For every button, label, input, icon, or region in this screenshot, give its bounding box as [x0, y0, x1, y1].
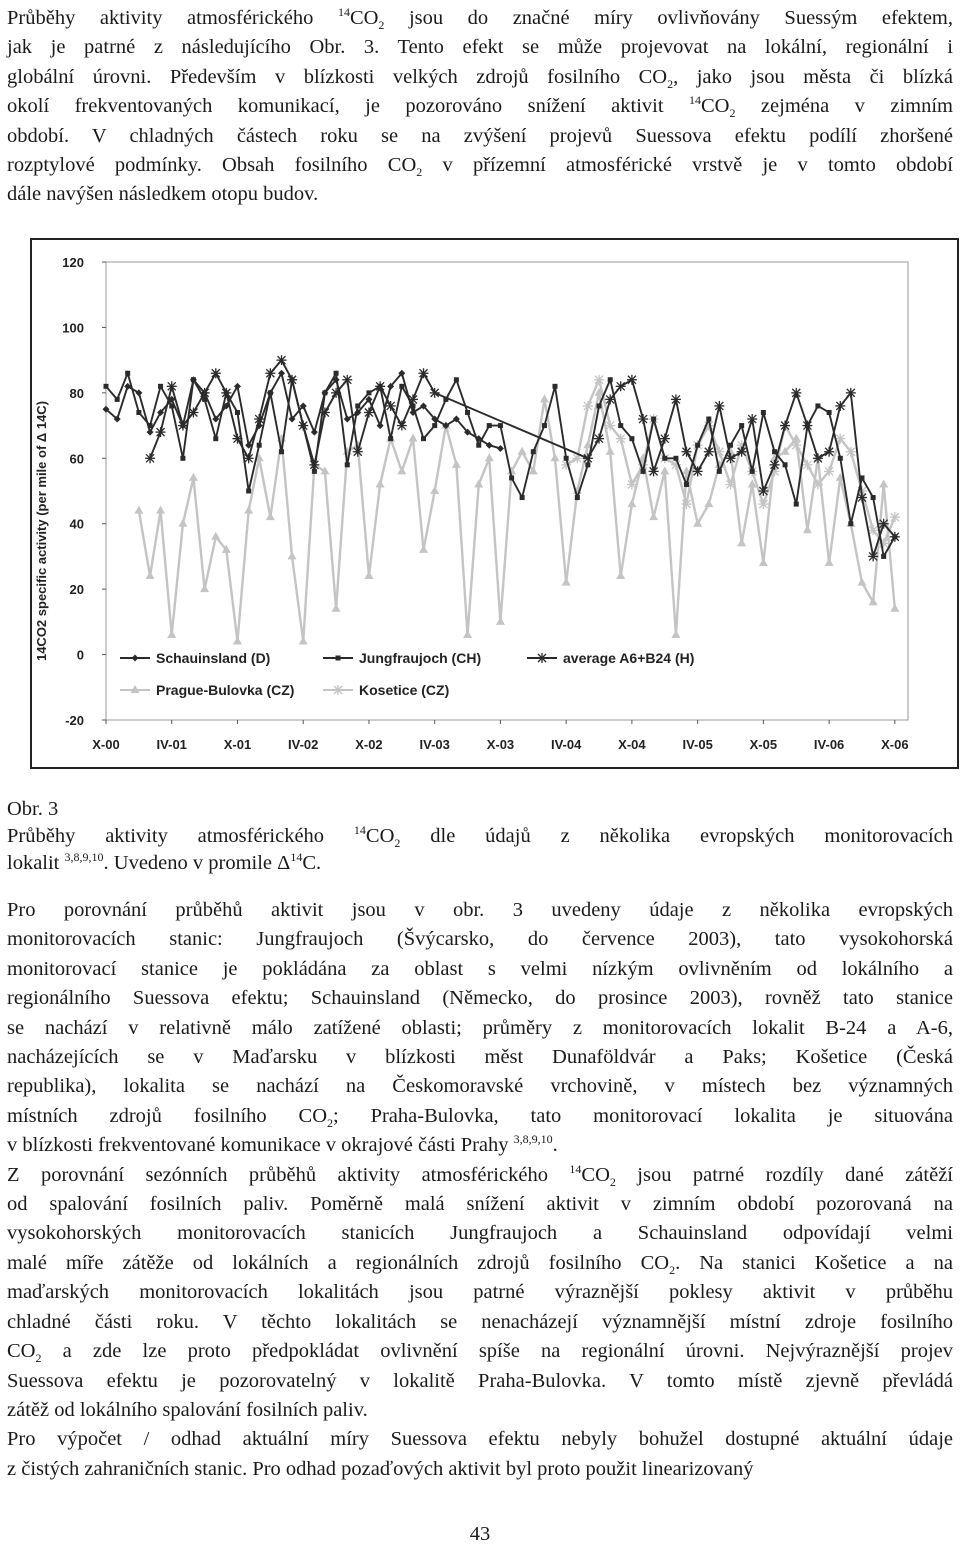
line-pre: rozptylové podmínky. Obsah fosilního CO	[7, 154, 417, 177]
data-point	[562, 578, 571, 586]
series-line	[139, 393, 895, 642]
line-pre: nacházejících se v Maďarsku v blízkosti měst Dunaföldvár a Paks; Košetice (Česká	[7, 1046, 953, 1069]
data-point	[211, 368, 221, 378]
data-point	[232, 434, 242, 444]
line-sup: 14	[569, 1161, 582, 1176]
data-point	[364, 571, 373, 579]
data-point	[803, 525, 812, 533]
figure-caption-line-1: Průběhy aktivity atmosférického $^{14}CO_2$ dle údajů z několika evropských monitorovacích	[7, 823, 953, 851]
data-point	[277, 355, 287, 365]
data-point	[605, 421, 615, 431]
legend-marker	[132, 655, 139, 662]
data-point	[104, 384, 109, 389]
y-axis-label: 14CO2 specific activity (per mile of Δ 14C)	[34, 400, 49, 662]
data-point	[759, 558, 768, 566]
data-point	[641, 469, 646, 474]
data-point	[881, 554, 886, 559]
data-point	[432, 423, 437, 428]
data-point	[868, 551, 878, 561]
data-point	[266, 512, 275, 520]
line-pre: se nachází v relativně málo zatížené oblasti; průměry z monitorovacích lokalit B-24 a A-6,	[7, 1016, 953, 1039]
y-tick-label: 40	[69, 516, 84, 532]
line-sub: 2	[416, 165, 423, 180]
data-point	[298, 421, 308, 431]
page-number: 43	[469, 1523, 491, 1545]
data-point	[794, 502, 799, 507]
data-point	[244, 453, 254, 463]
line-mid: CO	[581, 1163, 610, 1186]
data-point	[320, 407, 330, 417]
data-point	[608, 377, 613, 382]
data-point	[770, 460, 780, 470]
data-point	[452, 460, 461, 468]
data-point	[871, 495, 876, 500]
data-point	[564, 456, 569, 461]
line-post: .	[552, 1134, 558, 1157]
text-line	[7, 1396, 953, 1425]
data-point	[496, 617, 505, 625]
data-point	[616, 434, 626, 444]
data-point	[662, 456, 667, 461]
data-point	[825, 558, 834, 566]
data-point	[750, 469, 755, 474]
data-point	[115, 397, 120, 402]
data-point	[606, 447, 615, 455]
data-point	[772, 449, 777, 454]
data-point	[704, 447, 714, 457]
text-line	[7, 1308, 953, 1337]
comparison-paragraph	[7, 896, 953, 1484]
text-line	[7, 1131, 953, 1160]
data-point	[758, 486, 768, 496]
data-point	[739, 423, 744, 428]
data-point	[827, 410, 832, 415]
data-point	[366, 390, 371, 395]
data-point	[134, 506, 143, 514]
text-line	[7, 1102, 953, 1131]
data-point	[597, 403, 602, 408]
line-pre: Pro výpočet / odhad aktuální míry Suessova efektu nebyly bohužel dostupné aktuální údaje	[7, 1428, 953, 1451]
data-point	[145, 453, 155, 463]
text-line	[7, 151, 953, 180]
data-point	[331, 388, 341, 398]
data-point	[364, 407, 374, 417]
line-pre: republika), lokalita se nachází na Českomoravské vrchovině, v místech bez významných	[7, 1075, 953, 1098]
data-point	[375, 381, 385, 391]
line-pre: dále navýšen následkem otopu budov.	[7, 183, 319, 206]
data-point	[430, 388, 440, 398]
data-point	[695, 443, 700, 448]
data-point	[518, 447, 527, 455]
y-tick-label: -20	[65, 713, 84, 728]
data-point	[167, 381, 177, 391]
data-point	[552, 384, 557, 389]
data-point	[178, 519, 187, 527]
data-point	[246, 489, 251, 494]
data-point	[605, 394, 615, 404]
text-line	[7, 955, 953, 984]
data-point	[353, 447, 363, 457]
line-pre: jak je patrné z následujícího Obr. 3. Tento efekt se může projevovat na lokální, regionální i	[7, 36, 953, 59]
data-point	[671, 394, 681, 404]
data-point	[627, 375, 637, 385]
data-point	[476, 443, 481, 448]
legend-marker	[336, 656, 341, 661]
data-point	[706, 417, 711, 422]
line-pre: chladné části roku. V těchto lokalitách se nenacházejí významnější místní zdroje fosilního	[7, 1310, 953, 1333]
x-tick-label: X-00	[92, 737, 120, 752]
data-point	[780, 421, 790, 431]
text-line	[7, 1455, 953, 1484]
data-point	[824, 447, 834, 457]
data-point	[629, 436, 634, 441]
data-point	[824, 466, 834, 476]
legend-label: Schauinsland (D)	[156, 650, 271, 666]
data-point	[188, 407, 198, 417]
text-line	[7, 1190, 953, 1219]
text-line	[7, 122, 953, 151]
x-tick-label: X-03	[486, 737, 515, 752]
text-line	[7, 925, 953, 954]
line-post: ; Praha-Bulovka, tato monitorovací lokalita je situována	[333, 1104, 953, 1127]
data-point	[485, 453, 494, 461]
text-line	[7, 1337, 953, 1366]
y-tick-label: 0	[76, 647, 84, 663]
legend-marker	[537, 653, 547, 663]
data-point	[531, 449, 536, 454]
figure-caption-label: Obr. 3	[7, 798, 59, 820]
data-point	[649, 512, 658, 520]
legend-label: Jungfraujoch (CH)	[359, 650, 482, 666]
line-pre: Z porovnání sezónních průběhů aktivity atmosférického	[7, 1163, 570, 1186]
data-point	[474, 479, 483, 487]
line-mid: CO	[349, 7, 379, 29]
data-point	[815, 403, 820, 408]
line-sub: 2	[667, 76, 674, 91]
data-point	[879, 479, 888, 487]
x-tick-label: IV-02	[288, 737, 319, 752]
data-point	[681, 447, 691, 457]
data-point	[704, 499, 713, 507]
line-sub: 2	[327, 1115, 333, 1130]
line-post: . Na stanici Košetice a na	[675, 1251, 953, 1274]
data-point	[846, 447, 856, 457]
text-line	[7, 1249, 953, 1278]
data-point	[288, 551, 297, 559]
data-point	[388, 436, 393, 441]
line-pre: regionálního Suessova efektu; Schauinsland (Německo, do prosince 2003), rovněž tato stanice	[7, 987, 953, 1010]
data-point	[714, 401, 724, 411]
text-line	[7, 1161, 953, 1190]
text-line	[7, 1367, 953, 1396]
data-point	[200, 388, 210, 398]
data-point	[463, 630, 472, 638]
data-point	[178, 421, 188, 431]
line-pre: Průběhy aktivity atmosférického	[7, 7, 338, 29]
x-tick-label: X-02	[355, 737, 383, 752]
data-point	[158, 384, 163, 389]
y-tick-label: 100	[62, 320, 84, 336]
line-post: jsou patrné rozdíly dané zátěží	[615, 1163, 953, 1186]
data-point	[660, 466, 669, 474]
data-point	[265, 368, 275, 378]
data-point	[408, 394, 418, 404]
line-pre: místních zdrojů fosilního CO	[7, 1104, 327, 1127]
text-line	[7, 63, 953, 92]
data-point	[627, 499, 636, 507]
text-line	[7, 896, 953, 925]
legend-label: Kosetice (CZ)	[359, 682, 450, 698]
data-point	[838, 456, 843, 461]
data-point	[616, 381, 626, 391]
data-point	[419, 368, 429, 378]
data-point	[386, 401, 396, 411]
text-line	[7, 33, 953, 62]
data-point	[167, 630, 176, 638]
data-point	[235, 410, 240, 415]
data-point	[737, 538, 746, 546]
data-point	[221, 388, 231, 398]
data-point	[726, 453, 736, 463]
data-point	[136, 410, 141, 415]
x-tick-label: X-01	[223, 737, 252, 752]
data-point	[200, 584, 209, 592]
data-point	[594, 375, 604, 385]
data-point	[638, 414, 648, 424]
intro-paragraph	[7, 4, 953, 210]
data-point	[497, 445, 504, 452]
data-point	[649, 466, 659, 476]
data-point	[802, 421, 812, 431]
data-point	[355, 403, 360, 408]
text-line	[7, 1043, 953, 1072]
x-tick-label: IV-03	[419, 737, 450, 752]
data-point	[890, 532, 900, 542]
y-tick-label: 20	[69, 582, 84, 598]
line-sup: 14	[337, 5, 350, 20]
line-pre: maďarských monitorovacích lokalitách jsou patrné výraznější poklesy aktivit v průběhu	[7, 1281, 953, 1304]
data-point	[156, 427, 166, 437]
data-point	[726, 479, 736, 489]
data-point	[498, 423, 503, 428]
data-point	[399, 384, 404, 389]
data-point	[651, 417, 656, 422]
data-point	[376, 479, 385, 487]
line-sub: 2	[669, 1262, 676, 1277]
data-point	[857, 578, 866, 586]
data-point	[758, 499, 768, 509]
data-point	[520, 495, 525, 500]
data-point	[397, 466, 406, 474]
data-point	[454, 377, 459, 382]
data-point	[594, 434, 604, 444]
data-point	[583, 453, 593, 463]
data-point	[890, 604, 899, 612]
data-point	[813, 453, 823, 463]
data-point	[627, 479, 637, 489]
data-point	[540, 394, 549, 402]
data-point	[342, 375, 352, 385]
data-point	[299, 636, 308, 644]
line-sup: 3,8,9,10	[513, 1132, 553, 1147]
line-post: a zde lze proto předpokládat ovlivnění spíše na regionální úrovni. Nejvýraznější projev	[41, 1340, 953, 1363]
data-point	[146, 571, 155, 579]
data-point	[397, 421, 407, 431]
line-sub: 2	[35, 1351, 42, 1366]
data-point	[332, 604, 341, 612]
data-point	[783, 462, 788, 467]
data-point	[542, 423, 547, 428]
x-tick-label: IV-05	[682, 737, 713, 752]
y-tick-label: 60	[69, 451, 84, 467]
x-tick-label: X-06	[881, 737, 909, 752]
line-pre: od spalování fosilních paliv. Poměrně malá snížení aktivit v zimním období pozorovaná na	[7, 1193, 953, 1216]
data-point	[147, 429, 154, 436]
figure-caption-line-2: lokalit $^{3,8,9,10}$. Uvedeno v promile $\Delta^{14}C$.	[7, 850, 322, 874]
line-pre: zátěž od lokálního spalování fosilních paliv.	[7, 1398, 368, 1421]
data-point	[791, 440, 801, 450]
line-post: v přízemní atmosférické vrstvě je v tomto období	[422, 154, 953, 177]
data-point	[846, 388, 856, 398]
line-post: jsou do značné míry ovlivňovány Suessým efektem,	[384, 7, 953, 29]
data-point	[802, 460, 812, 470]
data-point	[213, 436, 218, 441]
data-point	[583, 401, 593, 411]
data-point	[311, 429, 318, 436]
data-point	[848, 521, 853, 526]
data-point	[761, 410, 766, 415]
data-point	[616, 571, 625, 579]
line-sub: 2	[729, 106, 736, 121]
legend-label: Prague-Bulovka (CZ)	[156, 682, 295, 698]
x-tick-label: IV-04	[550, 737, 582, 752]
line-pre: okolí frekventovaných komunikací, je pozorováno snížení aktivit	[7, 95, 689, 118]
data-point	[813, 479, 823, 489]
data-point	[857, 493, 867, 503]
line-post: , jako jsou města či blízká	[673, 65, 953, 88]
legend-label: average A6+B24 (H)	[563, 650, 695, 666]
line-pre: monitorovacích stanic: Jungfraujoch (Švýcarsko, do července 2003), tato vysokohorská	[7, 928, 953, 951]
line-pre: Pro porovnání průběhů aktivit jsou v obr. 3 uvedeny údaje z několika evropských	[7, 899, 953, 921]
data-point	[309, 460, 319, 470]
line-post: zejména v zimním	[735, 95, 953, 118]
data-point	[879, 519, 889, 529]
data-point	[211, 532, 220, 540]
data-point	[244, 506, 253, 514]
line-sub: 2	[609, 1174, 616, 1189]
line-pre: CO	[7, 1340, 36, 1363]
data-point	[747, 414, 757, 424]
line-pre: vysokohorských monitorovacích stanicích Jungfraujoch a Schauinsland odpovídají velmi	[7, 1222, 953, 1245]
line-pre: z čistých zahraničních stanic. Pro odhad pozaďových aktivit byl proto použit linearizovaný	[7, 1457, 754, 1480]
data-point	[671, 630, 680, 638]
line-pre: Suessova efektu je pozorovatelný v lokalitě Praha-Bulovka. V tomto místě zjevně převládá	[7, 1369, 953, 1392]
data-point	[287, 375, 297, 385]
line-sup: 14	[688, 93, 701, 108]
text-line	[7, 4, 953, 33]
text-line	[7, 1425, 953, 1454]
data-point	[575, 495, 580, 500]
figure-caption	[7, 796, 953, 877]
line-sub: 2	[378, 18, 385, 33]
data-point	[487, 423, 492, 428]
data-point	[550, 453, 559, 461]
line-pre: v blízkosti frekventované komunikace v okrajové části Prahy	[7, 1134, 514, 1157]
data-point	[673, 456, 678, 461]
data-point	[419, 545, 428, 553]
data-point	[408, 434, 417, 442]
line-mid: CO	[700, 95, 730, 118]
line-pre: malé míře zátěže od lokálních a regionálních zdrojů fosilního CO	[7, 1251, 670, 1274]
x-tick-label: X-04	[618, 737, 646, 752]
data-point	[465, 410, 470, 415]
activity-line-chart	[30, 238, 959, 769]
data-point	[377, 422, 384, 429]
data-point	[156, 506, 165, 514]
line-pre: globální úrovni. Především v blízkosti velkých zdrojů fosilního CO	[7, 65, 668, 88]
data-point	[509, 475, 514, 480]
text-line	[7, 1014, 953, 1043]
data-point	[254, 414, 264, 424]
y-tick-label: 80	[69, 385, 84, 401]
text-line	[7, 1072, 953, 1101]
data-point	[737, 447, 747, 457]
line-pre: období. V chladných částech roku se na zvýšení projevů Suessova efektu podílí zhoršené	[7, 124, 953, 147]
x-tick-label: IV-06	[813, 737, 845, 752]
data-point	[233, 636, 242, 644]
data-point	[180, 456, 185, 461]
text-line	[7, 1278, 953, 1307]
data-point	[279, 449, 284, 454]
x-tick-label: X-05	[749, 737, 778, 752]
data-point	[890, 512, 900, 522]
x-tick-label: IV-01	[156, 737, 187, 752]
data-point	[257, 443, 262, 448]
y-tick-label: 120	[62, 255, 84, 270]
text-line	[7, 1219, 953, 1248]
data-point	[125, 371, 130, 376]
data-point	[660, 434, 670, 444]
legend-marker	[333, 685, 343, 695]
text-line	[7, 92, 953, 121]
data-point	[618, 423, 623, 428]
data-point	[189, 473, 198, 481]
data-point	[835, 401, 845, 411]
data-point	[334, 371, 339, 376]
text-line	[7, 984, 953, 1013]
line-pre: monitorovací stanice je pokládána za oblast s velmi nízkým ovlivněním od lokálního a	[7, 957, 953, 980]
data-point	[791, 388, 801, 398]
data-point	[430, 486, 439, 494]
data-point	[684, 482, 689, 487]
data-point	[693, 466, 703, 476]
text-line	[7, 180, 953, 209]
data-point	[681, 499, 691, 509]
data-point	[717, 469, 722, 474]
data-point	[421, 436, 426, 441]
data-point	[345, 462, 350, 467]
